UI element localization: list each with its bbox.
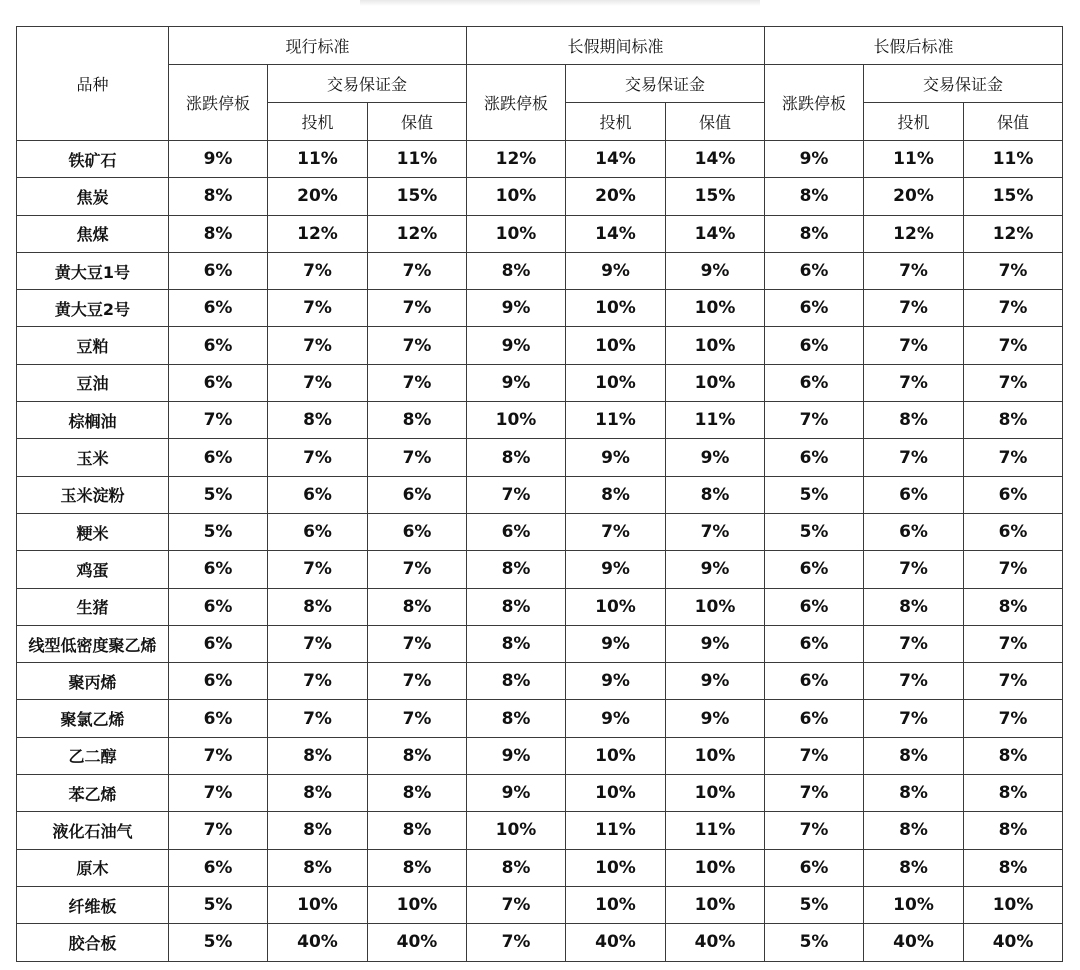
group-header-after-holiday: 长假后标准 [765, 27, 1063, 65]
hedging-after-holiday-cell: 8% [964, 775, 1063, 812]
hedging-holiday-cell: 14% [666, 215, 765, 252]
group-header-current: 现行标准 [169, 27, 467, 65]
speculation-current-cell: 7% [268, 663, 368, 700]
speculation-holiday-cell: 10% [566, 849, 666, 886]
limit-after-holiday-cell: 7% [765, 737, 864, 774]
header-row-types [17, 65, 1063, 103]
hedging-after-holiday-cell: 6% [964, 513, 1063, 550]
hedging-after-holiday-cell: 7% [964, 290, 1063, 327]
hedging-holiday-cell: 10% [666, 588, 765, 625]
speculation-after-holiday-cell: 10% [864, 886, 964, 923]
hedging-after-holiday-cell: 8% [964, 588, 1063, 625]
speculation-current-cell: 7% [268, 551, 368, 588]
limit-current-cell: 6% [169, 588, 268, 625]
variety-name-cell: 铁矿石 [17, 141, 169, 178]
speculation-current-cell: 7% [268, 327, 368, 364]
speculation-holiday-cell: 10% [566, 290, 666, 327]
limit-after-holiday-cell: 6% [765, 700, 864, 737]
hedging-holiday-cell: 7% [666, 513, 765, 550]
speculation-holiday-cell: 9% [566, 439, 666, 476]
limit-current-cell: 6% [169, 252, 268, 289]
hedging-after-holiday-cell: 11% [964, 141, 1063, 178]
limit-after-holiday-cell: 6% [765, 663, 864, 700]
speculation-after-holiday-cell: 40% [864, 924, 964, 961]
variety-name-cell: 纤维板 [17, 886, 169, 923]
table-row [17, 588, 1063, 625]
variety-name-cell: 乙二醇 [17, 737, 169, 774]
hedging-current-cell: 8% [368, 812, 467, 849]
limit-after-holiday-cell: 9% [765, 141, 864, 178]
variety-name-cell: 焦炭 [17, 178, 169, 215]
hedging-current-cell: 6% [368, 476, 467, 513]
table-row [17, 663, 1063, 700]
speculation-current-cell: 6% [268, 476, 368, 513]
variety-name-cell: 黄大豆1号 [17, 252, 169, 289]
speculation-after-holiday-cell: 7% [864, 625, 964, 662]
variety-header: 品种 [17, 27, 169, 141]
speculation-current-cell: 7% [268, 364, 368, 401]
limit-current-cell: 7% [169, 812, 268, 849]
variety-name-cell: 玉米淀粉 [17, 476, 169, 513]
table-row [17, 551, 1063, 588]
limit-current-cell: 8% [169, 178, 268, 215]
speculation-holiday-cell: 14% [566, 141, 666, 178]
hedging-holiday-cell: 9% [666, 663, 765, 700]
variety-name-cell: 液化石油气 [17, 812, 169, 849]
limit-current-cell: 7% [169, 737, 268, 774]
speculation-holiday-cell: 11% [566, 402, 666, 439]
limit-after-holiday-cell: 6% [765, 551, 864, 588]
hedging-holiday-cell: 9% [666, 439, 765, 476]
hedging-after-holiday-cell: 7% [964, 551, 1063, 588]
speculation-current-cell: 10% [268, 886, 368, 923]
limit-current-cell: 9% [169, 141, 268, 178]
speculation-after-holiday-cell: 8% [864, 849, 964, 886]
speculation-holiday-cell: 9% [566, 700, 666, 737]
limit-current-cell: 6% [169, 551, 268, 588]
table-row [17, 625, 1063, 662]
hedging-after-holiday-cell: 6% [964, 476, 1063, 513]
limit-holiday-cell: 8% [467, 663, 566, 700]
margin-header-current: 交易保证金 [268, 65, 467, 103]
limit-holiday-cell: 10% [467, 812, 566, 849]
speculation-current-cell: 7% [268, 290, 368, 327]
table-row [17, 252, 1063, 289]
hedging-holiday-cell: 10% [666, 364, 765, 401]
table-row [17, 812, 1063, 849]
speculation-after-holiday-cell: 7% [864, 700, 964, 737]
limit-after-holiday-cell: 6% [765, 252, 864, 289]
hedging-after-holiday-cell: 7% [964, 364, 1063, 401]
limit-current-cell: 6% [169, 625, 268, 662]
limit-current-cell: 5% [169, 924, 268, 961]
hedging-holiday-cell: 11% [666, 812, 765, 849]
limit-after-holiday-cell: 5% [765, 513, 864, 550]
limit-current-cell: 7% [169, 402, 268, 439]
limit-after-holiday-cell: 7% [765, 775, 864, 812]
table-row [17, 924, 1063, 961]
hedging-current-cell: 8% [368, 775, 467, 812]
hedging-current-cell: 10% [368, 886, 467, 923]
variety-name-cell: 苯乙烯 [17, 775, 169, 812]
limit-current-cell: 6% [169, 439, 268, 476]
limit-current-cell: 5% [169, 513, 268, 550]
hedging-current-cell: 11% [368, 141, 467, 178]
hedging-holiday-cell: 10% [666, 290, 765, 327]
table-row [17, 700, 1063, 737]
speculation-after-holiday-cell: 8% [864, 775, 964, 812]
margin-standards-table [16, 26, 1063, 962]
speculation-holiday-cell: 11% [566, 812, 666, 849]
limit-holiday-cell: 12% [467, 141, 566, 178]
top-fade-strip [360, 0, 760, 6]
hedging-current-cell: 7% [368, 364, 467, 401]
variety-name-cell: 线型低密度聚乙烯 [17, 625, 169, 662]
limit-holiday-cell: 9% [467, 775, 566, 812]
speculation-current-cell: 11% [268, 141, 368, 178]
hedging-current-cell: 8% [368, 737, 467, 774]
speculation-after-holiday-cell: 7% [864, 364, 964, 401]
limit-holiday-cell: 7% [467, 476, 566, 513]
speculation-after-holiday-cell: 8% [864, 588, 964, 625]
table-row [17, 849, 1063, 886]
hedging-holiday-cell: 9% [666, 700, 765, 737]
limit-after-holiday-cell: 5% [765, 886, 864, 923]
speculation-holiday-cell: 9% [566, 663, 666, 700]
hedging-after-holiday-cell: 40% [964, 924, 1063, 961]
speculation-holiday-cell: 10% [566, 327, 666, 364]
variety-name-cell: 生猪 [17, 588, 169, 625]
limit-current-cell: 6% [169, 700, 268, 737]
speculation-current-cell: 8% [268, 849, 368, 886]
speculation-after-holiday-cell: 7% [864, 439, 964, 476]
limit-holiday-cell: 8% [467, 700, 566, 737]
hedging-header-after-holiday: 保值 [964, 103, 1063, 141]
limit-holiday-cell: 9% [467, 327, 566, 364]
group-header-holiday: 长假期间标准 [467, 27, 765, 65]
limit-after-holiday-cell: 5% [765, 476, 864, 513]
variety-name-cell: 黄大豆2号 [17, 290, 169, 327]
speculation-after-holiday-cell: 8% [864, 812, 964, 849]
hedging-after-holiday-cell: 7% [964, 252, 1063, 289]
limit-holiday-cell: 10% [467, 402, 566, 439]
hedging-current-cell: 7% [368, 700, 467, 737]
hedging-current-cell: 12% [368, 215, 467, 252]
header-row-groups [17, 27, 1063, 65]
limit-after-holiday-cell: 6% [765, 439, 864, 476]
hedging-current-cell: 7% [368, 551, 467, 588]
limit-after-holiday-cell: 6% [765, 849, 864, 886]
speculation-current-cell: 8% [268, 402, 368, 439]
limit-current-cell: 6% [169, 849, 268, 886]
variety-name-cell: 棕榈油 [17, 402, 169, 439]
hedging-header-holiday: 保值 [666, 103, 765, 141]
variety-name-cell: 聚丙烯 [17, 663, 169, 700]
speculation-header-after-holiday: 投机 [864, 103, 964, 141]
margin-header-holiday: 交易保证金 [566, 65, 765, 103]
margin-header-after-holiday: 交易保证金 [864, 65, 1063, 103]
speculation-after-holiday-cell: 7% [864, 663, 964, 700]
hedging-after-holiday-cell: 8% [964, 402, 1063, 439]
limit-holiday-cell: 9% [467, 290, 566, 327]
hedging-current-cell: 6% [368, 513, 467, 550]
limit-header-holiday: 涨跌停板 [467, 65, 566, 141]
hedging-after-holiday-cell: 10% [964, 886, 1063, 923]
hedging-current-cell: 7% [368, 290, 467, 327]
limit-current-cell: 5% [169, 886, 268, 923]
speculation-current-cell: 7% [268, 625, 368, 662]
table-row [17, 178, 1063, 215]
speculation-current-cell: 20% [268, 178, 368, 215]
hedging-current-cell: 7% [368, 625, 467, 662]
speculation-holiday-cell: 10% [566, 737, 666, 774]
speculation-holiday-cell: 10% [566, 588, 666, 625]
hedging-current-cell: 7% [368, 327, 467, 364]
speculation-current-cell: 8% [268, 588, 368, 625]
speculation-after-holiday-cell: 7% [864, 290, 964, 327]
limit-current-cell: 6% [169, 663, 268, 700]
limit-after-holiday-cell: 7% [765, 812, 864, 849]
limit-holiday-cell: 9% [467, 364, 566, 401]
hedging-holiday-cell: 10% [666, 327, 765, 364]
speculation-after-holiday-cell: 7% [864, 327, 964, 364]
limit-holiday-cell: 6% [467, 513, 566, 550]
hedging-holiday-cell: 10% [666, 775, 765, 812]
limit-after-holiday-cell: 6% [765, 588, 864, 625]
speculation-holiday-cell: 40% [566, 924, 666, 961]
limit-after-holiday-cell: 8% [765, 178, 864, 215]
hedging-holiday-cell: 11% [666, 402, 765, 439]
variety-name-cell: 粳米 [17, 513, 169, 550]
hedging-holiday-cell: 9% [666, 551, 765, 588]
speculation-header-holiday: 投机 [566, 103, 666, 141]
hedging-current-cell: 15% [368, 178, 467, 215]
table-row [17, 215, 1063, 252]
speculation-after-holiday-cell: 8% [864, 737, 964, 774]
hedging-header-current: 保值 [368, 103, 467, 141]
hedging-holiday-cell: 10% [666, 737, 765, 774]
speculation-current-cell: 8% [268, 775, 368, 812]
hedging-current-cell: 7% [368, 663, 467, 700]
table-row [17, 775, 1063, 812]
hedging-after-holiday-cell: 12% [964, 215, 1063, 252]
limit-holiday-cell: 7% [467, 924, 566, 961]
hedging-after-holiday-cell: 7% [964, 625, 1063, 662]
limit-holiday-cell: 7% [467, 886, 566, 923]
hedging-holiday-cell: 10% [666, 886, 765, 923]
variety-name-cell: 聚氯乙烯 [17, 700, 169, 737]
table-header [17, 27, 1063, 141]
hedging-current-cell: 7% [368, 439, 467, 476]
limit-current-cell: 8% [169, 215, 268, 252]
limit-holiday-cell: 8% [467, 625, 566, 662]
hedging-after-holiday-cell: 8% [964, 812, 1063, 849]
limit-header-current: 涨跌停板 [169, 65, 268, 141]
limit-holiday-cell: 8% [467, 588, 566, 625]
table-row [17, 327, 1063, 364]
limit-after-holiday-cell: 6% [765, 364, 864, 401]
hedging-after-holiday-cell: 7% [964, 327, 1063, 364]
speculation-holiday-cell: 9% [566, 252, 666, 289]
speculation-after-holiday-cell: 11% [864, 141, 964, 178]
variety-name-cell: 鸡蛋 [17, 551, 169, 588]
limit-after-holiday-cell: 6% [765, 625, 864, 662]
hedging-current-cell: 8% [368, 402, 467, 439]
hedging-current-cell: 7% [368, 252, 467, 289]
speculation-holiday-cell: 9% [566, 551, 666, 588]
speculation-header-current: 投机 [268, 103, 368, 141]
limit-holiday-cell: 8% [467, 252, 566, 289]
speculation-after-holiday-cell: 7% [864, 551, 964, 588]
speculation-holiday-cell: 8% [566, 476, 666, 513]
hedging-holiday-cell: 14% [666, 141, 765, 178]
speculation-current-cell: 8% [268, 737, 368, 774]
limit-after-holiday-cell: 5% [765, 924, 864, 961]
hedging-holiday-cell: 8% [666, 476, 765, 513]
hedging-holiday-cell: 15% [666, 178, 765, 215]
limit-holiday-cell: 8% [467, 439, 566, 476]
speculation-current-cell: 12% [268, 215, 368, 252]
limit-header-after-holiday: 涨跌停板 [765, 65, 864, 141]
variety-name-cell: 焦煤 [17, 215, 169, 252]
speculation-current-cell: 8% [268, 812, 368, 849]
hedging-holiday-cell: 9% [666, 625, 765, 662]
hedging-current-cell: 8% [368, 849, 467, 886]
limit-current-cell: 5% [169, 476, 268, 513]
table-row [17, 439, 1063, 476]
speculation-holiday-cell: 20% [566, 178, 666, 215]
variety-name-cell: 原木 [17, 849, 169, 886]
speculation-current-cell: 40% [268, 924, 368, 961]
speculation-current-cell: 6% [268, 513, 368, 550]
speculation-after-holiday-cell: 6% [864, 513, 964, 550]
limit-current-cell: 6% [169, 327, 268, 364]
speculation-after-holiday-cell: 20% [864, 178, 964, 215]
limit-after-holiday-cell: 6% [765, 327, 864, 364]
hedging-current-cell: 8% [368, 588, 467, 625]
speculation-after-holiday-cell: 6% [864, 476, 964, 513]
speculation-holiday-cell: 10% [566, 364, 666, 401]
hedging-after-holiday-cell: 8% [964, 849, 1063, 886]
limit-holiday-cell: 10% [467, 215, 566, 252]
speculation-current-cell: 7% [268, 439, 368, 476]
hedging-holiday-cell: 9% [666, 252, 765, 289]
speculation-after-holiday-cell: 7% [864, 252, 964, 289]
hedging-holiday-cell: 10% [666, 849, 765, 886]
speculation-after-holiday-cell: 12% [864, 215, 964, 252]
table-row [17, 513, 1063, 550]
speculation-holiday-cell: 9% [566, 625, 666, 662]
table-row [17, 886, 1063, 923]
speculation-holiday-cell: 7% [566, 513, 666, 550]
table-row [17, 141, 1063, 178]
hedging-after-holiday-cell: 8% [964, 737, 1063, 774]
limit-holiday-cell: 8% [467, 849, 566, 886]
hedging-current-cell: 40% [368, 924, 467, 961]
variety-name-cell: 玉米 [17, 439, 169, 476]
table-row [17, 402, 1063, 439]
hedging-after-holiday-cell: 7% [964, 700, 1063, 737]
table-row [17, 737, 1063, 774]
variety-name-cell: 豆油 [17, 364, 169, 401]
speculation-holiday-cell: 10% [566, 775, 666, 812]
limit-after-holiday-cell: 8% [765, 215, 864, 252]
speculation-holiday-cell: 10% [566, 886, 666, 923]
limit-holiday-cell: 9% [467, 737, 566, 774]
speculation-current-cell: 7% [268, 252, 368, 289]
limit-current-cell: 7% [169, 775, 268, 812]
limit-holiday-cell: 10% [467, 178, 566, 215]
table-row [17, 364, 1063, 401]
speculation-holiday-cell: 14% [566, 215, 666, 252]
limit-after-holiday-cell: 7% [765, 402, 864, 439]
table-body [17, 141, 1063, 962]
variety-name-cell: 胶合板 [17, 924, 169, 961]
limit-holiday-cell: 8% [467, 551, 566, 588]
hedging-holiday-cell: 40% [666, 924, 765, 961]
variety-name-cell: 豆粕 [17, 327, 169, 364]
hedging-after-holiday-cell: 15% [964, 178, 1063, 215]
hedging-after-holiday-cell: 7% [964, 439, 1063, 476]
table-row [17, 476, 1063, 513]
table-row [17, 290, 1063, 327]
limit-current-cell: 6% [169, 364, 268, 401]
limit-after-holiday-cell: 6% [765, 290, 864, 327]
hedging-after-holiday-cell: 7% [964, 663, 1063, 700]
limit-current-cell: 6% [169, 290, 268, 327]
speculation-after-holiday-cell: 8% [864, 402, 964, 439]
speculation-current-cell: 7% [268, 700, 368, 737]
